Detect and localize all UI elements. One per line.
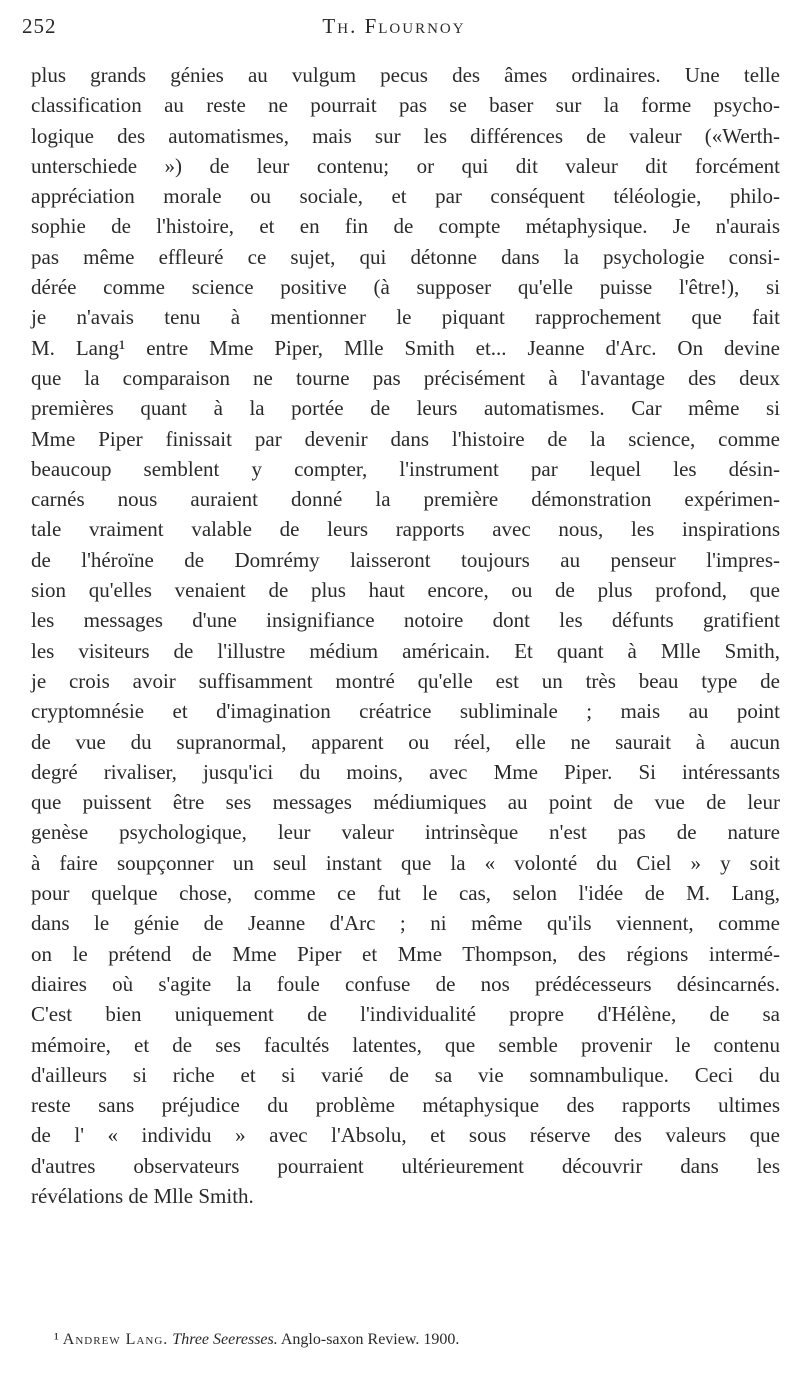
- text-line: Mme Piper finissait par devenir dans l'histoire de la science, comme: [31, 426, 780, 451]
- text-line: plus grands génies au vulgum pecus des âmes ordinaires. Une telle: [31, 63, 780, 87]
- text-line: cryptomnésie et d'imagination créatrice subliminale ; mais au point: [31, 699, 780, 724]
- text-line: de vue du supranormal, apparent ou réel, elle ne saurait à aucun: [31, 729, 780, 754]
- page-number: 252: [22, 14, 57, 38]
- text-line: on le prétend de Mme Piper et Mme Thompson, des régions intermé-: [31, 941, 780, 966]
- text-line: beaucoup semblent y compter, l'instrument par lequel les désin-: [31, 456, 780, 481]
- text-line: de l'héroïne de Domrémy laisseront toujours au penseur l'impres-: [31, 547, 780, 572]
- text-line: mémoire, et de ses facultés latentes, que semble provenir le contenu: [31, 1032, 780, 1057]
- text-line: que la comparaison ne tourne pas précisément à l'avantage des deux: [31, 365, 780, 390]
- text-line: unterschiede ») de leur contenu; or qui dit valeur dit forcément: [31, 153, 780, 178]
- text-line: les messages d'une insignifiance notoire dont les défunts gratifient: [31, 608, 780, 633]
- text-line: sion qu'elles venaient de plus haut encore, ou de plus profond, que: [31, 578, 780, 603]
- text-line: classification au reste ne pourrait pas se baser sur la forme psycho-: [31, 93, 780, 118]
- text-line: les visiteurs de l'illustre médium américain. Et quant à Mlle Smith,: [31, 638, 780, 663]
- text-line: dans le génie de Jeanne d'Arc ; ni même qu'ils viennent, comme: [31, 911, 780, 936]
- text-line: je crois avoir suffisamment montré qu'elle est un très beau type de: [31, 668, 780, 693]
- body-text: [31, 60, 780, 1211]
- text-line: degré rivaliser, jusqu'ici du moins, avec Mme Piper. Si intéressants: [31, 759, 780, 784]
- text-line: tale vraiment valable de leurs rapports avec nous, les inspirations: [31, 517, 780, 542]
- footnote-title: Three Seeresses.: [172, 1331, 278, 1348]
- text-line: pas même effleuré ce sujet, qui détonne dans la psychologie consi-: [31, 244, 780, 269]
- text-line: d'ailleurs si riche et si varié de sa vie somnambulique. Ceci du: [31, 1062, 780, 1087]
- text-line: carnés nous auraient donné la première démonstration expérimen-: [31, 487, 780, 512]
- footnote-author: Andrew Lang.: [62, 1331, 169, 1348]
- running-head: [22, 14, 766, 44]
- text-line: dérée comme science positive (à supposer qu'elle puisse l'être!), si: [31, 275, 780, 300]
- text-line: sophie de l'histoire, et en fin de compte métaphysique. Je n'aurais: [31, 214, 780, 239]
- text-line: à faire soupçonner un seul instant que la « volonté du Ciel » y soit: [31, 850, 780, 875]
- text-line: premières quant à la portée de leurs automatismes. Car même si: [31, 396, 780, 421]
- author-running-head: Th. Flournoy: [322, 14, 466, 38]
- text-line: d'autres observateurs pourraient ultérieurement découvrir dans les: [31, 1153, 780, 1178]
- text-line: pour quelque chose, comme ce fut le cas, selon l'idée de M. Lang,: [31, 881, 780, 906]
- text-line: genèse psychologique, leur valeur intrinsèque n'est pas de nature: [31, 820, 780, 845]
- text-line: reste sans préjudice du problème métaphysique des rapports ultimes: [31, 1093, 780, 1118]
- text-line: diaires où s'agite la foule confuse de nos prédécesseurs désincarnés.: [31, 971, 780, 996]
- text-line: de l' « individu » avec l'Absolu, et sous réserve des valeurs que: [31, 1123, 780, 1148]
- footnote: [54, 1330, 740, 1350]
- footnote-source: Anglo-saxon Review. 1900.: [280, 1331, 460, 1348]
- text-line: appréciation morale ou sociale, et par conséquent téléologie, philo-: [31, 184, 780, 209]
- text-line: M. Lang¹ entre Mme Piper, Mlle Smith et... Jeanne d'Arc. On devine: [31, 335, 780, 360]
- text-line: logique des automatismes, mais sur les différences de valeur («Werth-: [31, 123, 780, 148]
- text-line: C'est bien uniquement de l'individualité propre d'Hélène, de sa: [31, 1002, 780, 1027]
- text-line: que puissent être ses messages médiumiques au point de vue de leur: [31, 790, 780, 815]
- text-line: je n'avais tenu à mentionner le piquant rapprochement que fait: [31, 305, 780, 330]
- footnote-marker: ¹: [54, 1331, 59, 1348]
- text-line: révélations de Mlle Smith.: [31, 1183, 254, 1208]
